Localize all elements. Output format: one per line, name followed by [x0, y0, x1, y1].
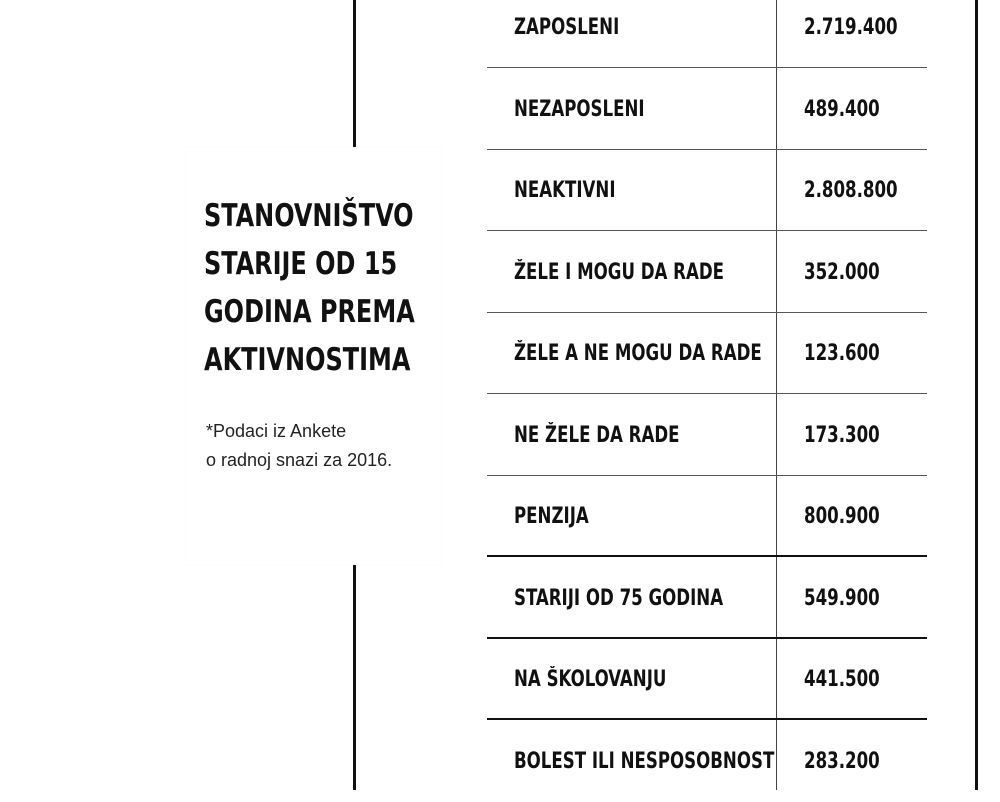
note-line-1: *Podaci iz Ankete — [206, 421, 347, 441]
note-line-2: o radnoj snazi za 2016. — [206, 450, 393, 470]
table-row — [487, 150, 927, 231]
row-label: BOLEST ILI NESPOSOBNOST — [514, 748, 775, 774]
table-row — [487, 721, 927, 802]
infographic-title — [204, 192, 415, 384]
row-label: NA ŠKOLOVANJU — [514, 667, 667, 692]
table-row — [487, 0, 927, 68]
data-table — [487, 0, 927, 790]
title-line-4: AKTIVNOSTIMA — [204, 342, 411, 378]
info-box — [186, 147, 441, 565]
table-row — [487, 69, 927, 150]
title-line-2: STARIJE OD 15 — [204, 246, 398, 282]
row-label: PENZIJA — [514, 504, 589, 529]
table-row — [487, 476, 927, 557]
row-label: NEAKTIVNI — [514, 178, 616, 203]
table-row — [487, 232, 927, 313]
row-value: 173.300 — [804, 422, 880, 448]
right-vertical-rule — [975, 0, 978, 790]
row-label: ŽELE A NE MOGU DA RADE — [514, 341, 762, 366]
row-value: 2.719.400 — [804, 15, 898, 40]
row-label: ŽELE I MOGU DA RADE — [514, 259, 725, 285]
row-value: 352.000 — [804, 259, 880, 285]
row-value: 549.900 — [804, 585, 880, 611]
table-row — [487, 558, 927, 639]
row-value: 441.500 — [804, 667, 880, 692]
row-value: 123.600 — [804, 341, 880, 366]
row-value: 489.400 — [804, 96, 880, 122]
table-row — [487, 313, 927, 394]
title-line-1: STANOVNIŠTVO — [204, 198, 414, 234]
source-note — [206, 417, 436, 475]
row-label: NE ŽELE DA RADE — [514, 422, 680, 448]
row-label: STARIJI OD 75 GODINA — [514, 585, 724, 611]
row-label: ZAPOSLENI — [514, 15, 620, 40]
row-label: NEZAPOSLENI — [514, 96, 645, 122]
table-row — [487, 395, 927, 476]
title-line-3: GODINA PREMA — [204, 294, 415, 330]
row-value: 283.200 — [804, 748, 880, 774]
row-value: 2.808.800 — [804, 178, 898, 203]
row-value: 800.900 — [804, 504, 880, 529]
table-row — [487, 639, 927, 720]
